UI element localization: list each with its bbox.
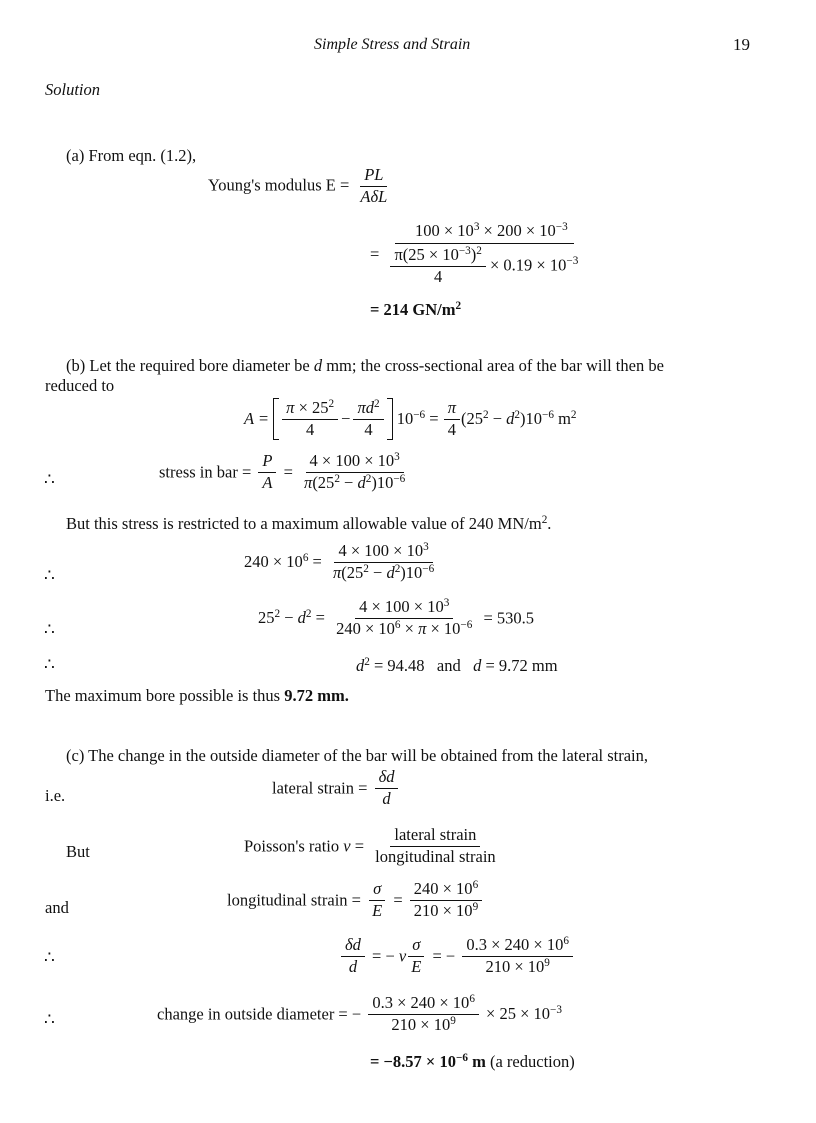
stress-240-equation: $240 \times 10^6$ = $\frac{4 \times 100 \times 10^3}{\pi(25^2 - d^2)10^{-6}}$: [244, 540, 435, 582]
youngs-modulus-result: = 214 $GN/m^2$: [370, 299, 462, 319]
poisson-ratio-equation: Poisson's ratio v = $\frac{\text{lateral strain}}{\text{longitudinal strain}}$: [244, 825, 496, 866]
youngs-modulus-label: Young's modulus E =: [208, 175, 350, 195]
area-equation: A = $\frac{\pi \times 25^2}{4}$ − $\frac{\pi d^2}{4}$ $10^{-6}$ = $\frac{\pi}{4}$ $(25^2 - d^2)10^{-6}$ $m^2$: [244, 397, 577, 439]
therefore-symbol: ∴: [44, 655, 55, 674]
diameter-difference-equation: $25^2 - d^2$ = $\frac{4 \times 100 \times 10^3}{240 \times 10^6 \times \pi \times 10^{-6}}$ = 530.5: [258, 596, 535, 638]
pl-over-adl-fraction: $\frac{PL}{\text{AδL}}$: [360, 165, 388, 206]
youngs-modulus-equation: [208, 166, 394, 207]
restriction-text: But this stress is restricted to a maximum allowable value of 240 $MN/m^2$.: [66, 513, 552, 533]
and-label: and: [45, 898, 69, 917]
change-diameter-equation: change in outside diameter = − $\frac{0.3 \times 240 \times 10^6}{210 \times 10^9}$ × $25 \times 10^{-3}$: [157, 992, 562, 1034]
part-b-intro-line2: reduced to: [45, 376, 115, 395]
therefore-symbol: ∴: [44, 470, 55, 489]
therefore-symbol: ∴: [44, 566, 55, 585]
part-c-intro: (c) The change in the outside diameter of the bar will be obtained from the lateral strain,: [66, 746, 649, 765]
but-label: But: [66, 842, 90, 861]
part-a-intro: (a) From eqn. (1.2),: [66, 146, 197, 165]
therefore-symbol: ∴: [44, 948, 55, 967]
page-number: 19: [733, 35, 750, 54]
lateral-strain-equation: lateral strain = $\frac{\delta d}{d}$: [272, 768, 401, 809]
delta-d-equation: $\frac{\delta d}{d}$ = − v $\frac{\sigma}{E}$ = − $\frac{0.3 \times 240 \times 10^6}{210 \times 10^9}$: [338, 936, 576, 977]
d-squared-result: $d^2 = 94.48$ and d = 9.72 mm: [356, 655, 558, 675]
ie-label: i.e.: [45, 786, 66, 805]
longitudinal-strain-equation: longitudinal strain = $\frac{\sigma}{E}$ = $\frac{240 \times 10^6}{210 \times 10^9}$: [227, 880, 485, 921]
solution-heading: Solution: [45, 80, 101, 99]
stress-in-bar-equation: stress in bar = $\frac{P}{A}$ = $\frac{4 \times 100 \times 10^3}{\pi(25^2 - d^2)10^{-6}}$: [159, 450, 406, 492]
running-header: Simple Stress and Strain: [314, 36, 471, 53]
substitution-fraction: $100 \times 10^3 \times 200 \times 10^{-3}$ $\frac{\pi(25 \times 10^{-3})^2}{4}$ × $0.19 \times 10^{-3}$: [386, 222, 582, 287]
therefore-symbol: ∴: [44, 1010, 55, 1029]
part-b-intro-line1: (b) Let the required bore diameter be d mm; the cross-sectional area of the bar will then be: [66, 356, 664, 375]
youngs-modulus-substitution: = $100 \times 10^3 \times 200 \times 10^{-3}$ $\frac{\pi(25 \times 10^{-3})^2}{4}$ × $0.19 \times 10^{-3}$: [370, 222, 585, 287]
final-result: = $-8.57 \times 10^{-6}$ m (a reduction): [370, 1051, 575, 1071]
max-bore-statement: The maximum bore possible is thus 9.72 mm.: [45, 686, 349, 705]
therefore-symbol: ∴: [44, 620, 55, 639]
